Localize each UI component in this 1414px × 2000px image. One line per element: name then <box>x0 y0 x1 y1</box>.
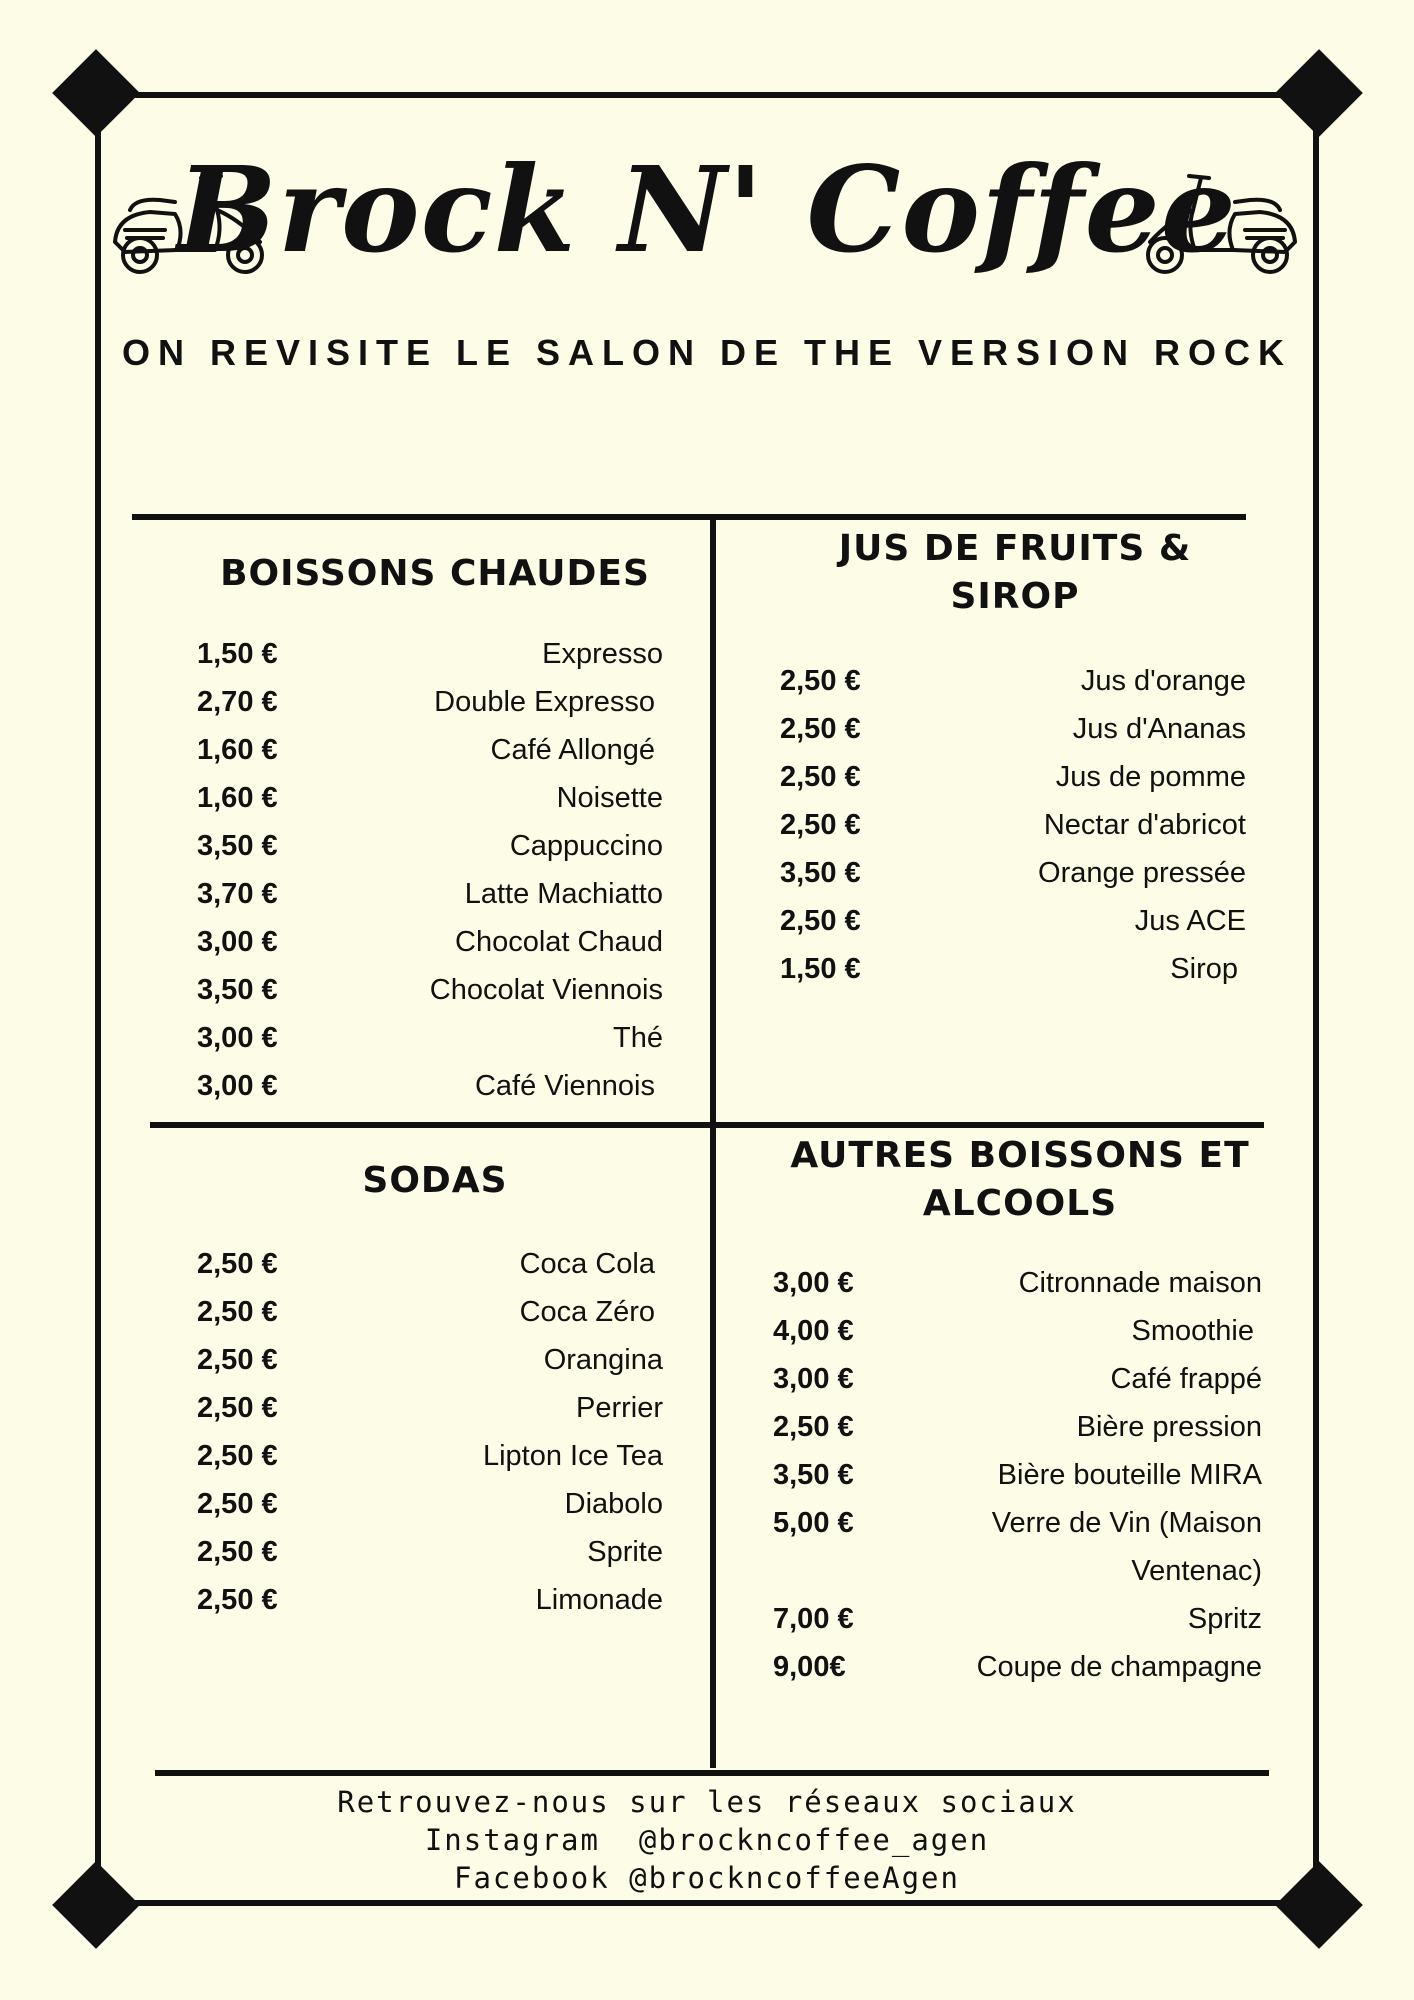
list-item <box>197 870 663 918</box>
item-price: 3,50 € <box>773 1459 854 1491</box>
item-price: 7,00 € <box>773 1603 854 1635</box>
list-item <box>773 1355 1262 1403</box>
item-price: 3,50 € <box>780 857 861 889</box>
item-name: Limonade <box>535 1584 663 1616</box>
item-name: Café Allongé <box>490 734 655 766</box>
list-item <box>780 753 1246 801</box>
list-item <box>780 657 1246 705</box>
item-name: Coupe de champagne <box>976 1651 1262 1683</box>
list-item <box>780 705 1246 753</box>
list-item <box>197 1480 663 1528</box>
item-price: 2,50 € <box>780 809 861 841</box>
list-item <box>197 726 663 774</box>
item-name: Café frappé <box>1110 1363 1262 1395</box>
item-name: Double Expresso <box>434 686 655 718</box>
item-price: 2,70 € <box>197 686 278 718</box>
other-drinks-list <box>773 1259 1262 1691</box>
list-item <box>773 1595 1262 1643</box>
item-price: 2,50 € <box>197 1392 278 1424</box>
list-item <box>780 801 1246 849</box>
list-item <box>197 1240 663 1288</box>
item-name: Bière bouteille MIRA <box>997 1459 1262 1491</box>
item-name: Thé <box>613 1022 663 1054</box>
item-price: 3,50 € <box>197 974 278 1006</box>
item-price: 2,50 € <box>197 1584 278 1616</box>
divider-bottom <box>155 1770 1269 1776</box>
list-item <box>773 1259 1262 1307</box>
list-item <box>197 1384 663 1432</box>
list-item <box>780 945 1246 993</box>
item-price: 3,00 € <box>197 1022 278 1054</box>
item-name: Coca Zéro <box>519 1296 655 1328</box>
hot-drinks-list <box>197 630 663 1110</box>
section-title-hot-drinks: BOISSONS CHAUDES <box>220 553 650 594</box>
item-price: 2,50 € <box>197 1488 278 1520</box>
item-name: Noisette <box>556 782 663 814</box>
item-price: 5,00 € <box>773 1507 854 1539</box>
item-name: Chocolat Viennois <box>429 974 663 1006</box>
list-item <box>197 1014 663 1062</box>
item-price: 3,00 € <box>773 1267 854 1299</box>
item-name: Verre de Vin (Maison Ventenac) <box>991 1507 1262 1587</box>
brand-title: Brock N' Coffee <box>177 140 1237 279</box>
item-name: Lipton Ice Tea <box>482 1440 663 1472</box>
section-title-juices-line2: SIROP <box>950 576 1080 617</box>
list-item <box>197 1336 663 1384</box>
list-item <box>197 678 663 726</box>
item-name: Expresso <box>542 638 663 670</box>
item-name: Bière pression <box>1076 1411 1262 1443</box>
divider-vertical <box>710 514 716 1768</box>
item-name: Cappuccino <box>509 830 663 862</box>
item-price: 9,00€ <box>773 1651 846 1683</box>
item-price: 2,50 € <box>197 1440 278 1472</box>
item-name: Perrier <box>575 1392 663 1424</box>
section-title-other-drinks <box>765 1132 1275 1228</box>
item-name: Smoothie <box>1131 1315 1254 1347</box>
item-name: Coca Cola <box>519 1248 655 1280</box>
item-price: 1,60 € <box>197 782 278 814</box>
item-price: 2,50 € <box>197 1344 278 1376</box>
item-name: Citronnade maison <box>1018 1267 1262 1299</box>
item-name: Jus de pomme <box>1055 761 1246 793</box>
list-item <box>773 1403 1262 1451</box>
item-price: 3,00 € <box>773 1363 854 1395</box>
list-item <box>197 1576 663 1624</box>
item-name: Jus d'Ananas <box>1072 713 1246 745</box>
list-item <box>773 1451 1262 1499</box>
item-price: 2,50 € <box>780 713 861 745</box>
item-name: Spritz <box>1187 1603 1262 1635</box>
divider-middle <box>150 1122 1264 1128</box>
item-name: Orange pressée <box>1038 857 1246 889</box>
item-price: 3,50 € <box>197 830 278 862</box>
item-price: 2,50 € <box>780 665 861 697</box>
item-name: Sirop <box>1170 953 1238 985</box>
item-name: Orangina <box>543 1344 663 1376</box>
list-item <box>773 1307 1262 1355</box>
list-item <box>773 1499 1262 1595</box>
item-price: 2,50 € <box>197 1296 278 1328</box>
item-name: Jus d'orange <box>1080 665 1246 697</box>
footer-line-instagram: Instagram @brockncoffee_agen <box>424 1823 990 1857</box>
item-price: 3,70 € <box>197 878 278 910</box>
item-name: Latte Machiatto <box>464 878 663 910</box>
item-price: 3,00 € <box>197 926 278 958</box>
section-title-other-drinks-line2: ALCOOLS <box>922 1183 1118 1224</box>
list-item <box>780 897 1246 945</box>
item-price: 3,00 € <box>197 1070 278 1102</box>
item-name: Café Viennois <box>474 1070 655 1102</box>
list-item <box>197 822 663 870</box>
item-price: 4,00 € <box>773 1315 854 1347</box>
list-item <box>197 1528 663 1576</box>
item-name: Chocolat Chaud <box>455 926 663 958</box>
item-name: Nectar d'abricot <box>1043 809 1246 841</box>
list-item <box>197 1062 663 1110</box>
item-name: Jus ACE <box>1134 905 1246 937</box>
item-price: 1,50 € <box>197 638 278 670</box>
list-item <box>197 1432 663 1480</box>
section-title-other-drinks-line1: AUTRES BOISSONS ET <box>790 1135 1250 1176</box>
item-price: 2,50 € <box>780 761 861 793</box>
item-name: Diabolo <box>564 1488 663 1520</box>
list-item <box>780 849 1246 897</box>
list-item <box>197 774 663 822</box>
item-price: 1,60 € <box>197 734 278 766</box>
footer-line-socials: Retrouvez-nous sur les réseaux sociaux <box>337 1785 1077 1819</box>
tagline: ON REVISITE LE SALON DE THE VERSION ROCK <box>121 332 1293 373</box>
footer-line-facebook: Facebook @brockncoffeeAgen <box>454 1861 960 1895</box>
social-footer <box>0 1783 1414 1897</box>
list-item <box>197 966 663 1014</box>
sodas-list <box>197 1240 663 1624</box>
list-item <box>197 918 663 966</box>
item-name: Sprite <box>587 1536 663 1568</box>
item-price: 2,50 € <box>197 1248 278 1280</box>
list-item <box>197 1288 663 1336</box>
item-price: 1,50 € <box>780 953 861 985</box>
list-item <box>197 630 663 678</box>
list-item <box>773 1643 1262 1691</box>
item-price: 2,50 € <box>773 1411 854 1443</box>
section-title-juices <box>760 525 1270 621</box>
section-title-sodas: SODAS <box>362 1160 508 1201</box>
section-title-juices-line1: JUS DE FRUITS & <box>838 528 1192 569</box>
juices-list <box>780 657 1246 993</box>
item-price: 2,50 € <box>197 1536 278 1568</box>
divider-top <box>132 514 1246 520</box>
item-price: 2,50 € <box>780 905 861 937</box>
